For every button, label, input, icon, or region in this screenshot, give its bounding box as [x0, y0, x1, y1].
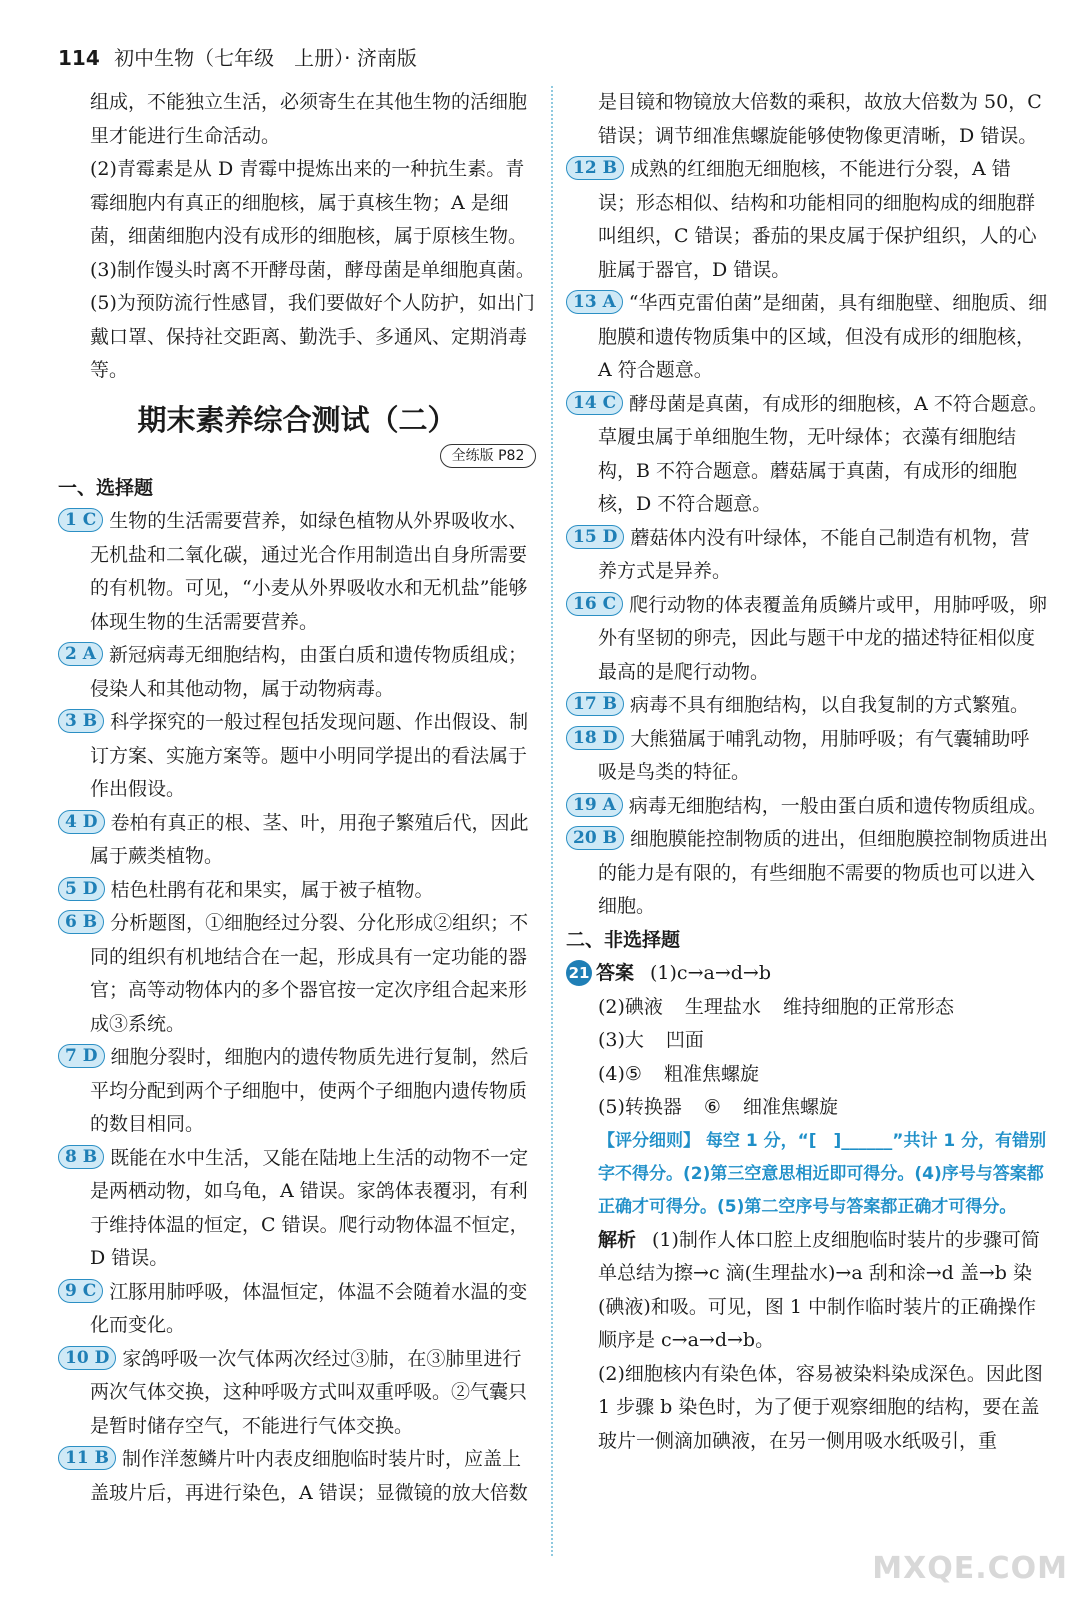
answer-line: (1)c→a→d→b	[650, 962, 771, 984]
explanation-text: 卷柏有真正的根、茎、叶，用孢子繁殖后代，因此属于蕨类植物。	[90, 811, 529, 867]
explanation-text: 桔色杜鹃有花和果实，属于被子植物。	[110, 878, 434, 901]
answer-blank: 凹面	[665, 1029, 704, 1051]
explanation-text: 既能在水中生活，又能在陆地上生活的动物不一定是两栖动物，如乌龟，A 错误。家鸽体表覆羽，有利于维持体温的恒定，C 错误。爬行动物体温不恒定，D 错误。	[90, 1146, 529, 1269]
answer-badge: 2 A	[58, 642, 103, 666]
explanation-text: 细胞分裂时，细胞内的遗传物质先进行复制，然后平均分配到两个子细胞中，使两个子细胞内遗传物质的数目相同。	[90, 1046, 529, 1135]
analysis-label: 解析	[598, 1228, 637, 1251]
explanation-text: 科学探究的一般过程包括发现问题、作出假设、制订方案、实施方案等。题中小明同学提出的看法属于作出假设。	[90, 711, 529, 800]
answer-blank: 粗准焦螺旋	[663, 1062, 759, 1085]
answer-badge: 6 B	[58, 910, 104, 934]
question-item	[58, 1041, 536, 1142]
intro-paragraph: 组成，不能独立生活，必须寄生在其他生物的活细胞里才能进行生命活动。	[90, 91, 528, 147]
question-item	[566, 388, 1048, 522]
answer-badge: 17 B	[566, 692, 624, 716]
question-item	[566, 522, 1048, 589]
answer-badge: 20 B	[566, 826, 624, 850]
watermark: MXQE.COM	[872, 1551, 1068, 1586]
answer-line-4	[566, 1058, 1048, 1092]
answer-blank: 生理盐水	[684, 995, 761, 1018]
question-item	[566, 823, 1048, 924]
explanation-text: 病毒无细胞结构，一般由蛋白质和遗传物质组成。	[628, 794, 1047, 817]
answer-badge: 19 A	[566, 793, 623, 817]
page-header	[58, 42, 417, 71]
explanation-text: 细胞膜能控制物质的进出，但细胞膜控制物质进出的能力是有限的，有些细胞不需要的物质也可以进入细胞。	[598, 828, 1048, 917]
answer-badge: 5 D	[58, 877, 105, 901]
left-column	[58, 86, 536, 1510]
explanation-text: 江豚用肺呼吸，体温恒定，体温不会随着水温的变化而变化。	[90, 1280, 528, 1336]
question-item	[566, 689, 1048, 723]
answer-badge: 18 D	[566, 726, 624, 750]
answer-blank: 维持细胞的正常形态	[782, 995, 954, 1018]
explanation-text: 分析题图，①细胞经过分裂、分化形成②组织；不同的组织有机地结合在一起，形成具有一定功能的器官；高等动物体内的多个器官按一定次序组合起来形成③系统。	[90, 912, 529, 1035]
answer-badge: 1 C	[58, 508, 103, 532]
explanation-text: 酵母菌是真菌，有成形的细胞核，A 不符合题意。草履虫属于单细胞生物，无叶绿体；衣藻有细胞结构，B 不符合题意。蘑菇属于真菌，有成形的细胞核，D 不符合题意。	[598, 392, 1048, 515]
analysis-text: (1)制作人体口腔上皮细胞临时装片的步骤可简单总结为擦→c 滴(生理盐水)→a 刮和涂→d 盖→b 染(碘液)和吸。可见，图 1 中制作临时装片的正确操作顺序是 c→a→d→b。	[598, 1228, 1040, 1351]
answer-blank: (4)⑤	[598, 1062, 642, 1085]
answer-blank: ⑥	[703, 1096, 721, 1118]
section-title: 期末素养综合测试（二）	[137, 402, 457, 437]
question-number-badge: 21	[566, 960, 592, 986]
question-item	[58, 874, 536, 908]
question-item	[58, 639, 536, 706]
right-column	[566, 86, 1048, 1458]
answer-badge: 15 D	[566, 525, 624, 549]
answer-badge: 13 A	[566, 290, 623, 314]
reference-tag: 全练版 P82	[440, 444, 536, 468]
question-item	[566, 723, 1048, 790]
analysis-paragraph: (2)细胞核内有染色体，容易被染料染成深色。因此图 1 步骤 b 染色时，为了便于观察细胞的结构，要在盖玻片一侧滴加碘液，在另一侧用吸水纸吸引，重	[598, 1362, 1043, 1452]
question-item	[566, 153, 1048, 287]
answer-badge: 16 C	[566, 592, 623, 616]
answer-blank: 细准焦螺旋	[742, 1096, 838, 1118]
continued-paragraph: 是目镜和物镜放大倍数的乘积，故放大倍数为 50，C 错误；调节细准焦螺旋能够使物像更清晰，D 错误。	[598, 91, 1042, 147]
explanation-text: 爬行动物的体表覆盖角质鳞片或甲，用肺呼吸，卵外有坚韧的卵壳，因此与题干中龙的描述特征相似度最高的是爬行动物。	[598, 593, 1048, 683]
question-item	[58, 807, 536, 874]
question-item	[566, 287, 1048, 388]
answer-blank: (3)大	[598, 1029, 644, 1051]
answer-badge: 8 B	[58, 1145, 104, 1169]
explanation-text: 制作洋葱鳞片叶内表皮细胞临时装片时，应盖上盖玻片后，再进行染色，A 错误；显微镜的放大倍数	[90, 1448, 528, 1504]
answer-badge: 12 B	[566, 156, 624, 180]
explanation-text: “华西克雷伯菌”是细菌，具有细胞壁、细胞质、细胞膜和遗传物质集中的区域，但没有成形的细胞核，A 符合题意。	[598, 292, 1048, 381]
answer-blank: (5)转换器	[598, 1096, 682, 1118]
section-heading-nonchoice: 二、非选择题	[566, 928, 681, 951]
question-item	[566, 589, 1048, 690]
answer-line-2	[566, 991, 1048, 1025]
analysis-paragraph	[566, 1224, 1048, 1358]
explanation-text: 家鸽呼吸一次气体两次经过③肺，在③肺里进行两次气体交换，这种呼吸方式叫双重呼吸。②气囊只是暂时储存空气，不能进行气体交换。	[90, 1347, 528, 1437]
question-item	[58, 1343, 536, 1444]
column-divider	[551, 86, 553, 1556]
question-item	[58, 505, 536, 639]
question-item	[58, 1276, 536, 1343]
page-number: 114	[58, 46, 100, 70]
answer-badge: 10 D	[58, 1346, 116, 1370]
intro-paragraph: (2)青霉素是从 D 青霉中提炼出来的一种抗生素。青霉细胞内有真正的细胞核，属于真核生物；A 是细菌，细菌细胞内没有成形的细胞核，属于原核生物。	[90, 158, 528, 247]
question-item	[58, 706, 536, 807]
explanation-text: 成熟的红细胞无细胞核，不能进行分裂，A 错误；形态相似、结构和功能相同的细胞构成的细胞群叫组织，C 错误；番茄的果皮属于保护组织，人的心脏属于器官，D 错误。	[598, 158, 1037, 281]
scoring-rules: 【评分细则】 每空 1 分，“[ ]______”共计 1 分，有错别字不得分。(2)第三空意思相近即可得分。(4)序号与答案都正确才可得分。(5)第二空序号与答案都正确才可得分。	[598, 1130, 1047, 1217]
answer-label: 答案	[596, 962, 635, 984]
section-heading-choice: 一、选择题	[58, 476, 154, 499]
explanation-text: 新冠病毒无细胞结构，由蛋白质和遗传物质组成；侵染人和其他动物，属于动物病毒。	[90, 644, 527, 700]
answer-badge: 11 B	[58, 1446, 116, 1470]
intro-paragraph: (5)为预防流行性感冒，我们要做好个人防护，如出门戴口罩、保持社交距离、勤洗手、多通风、定期消毒等。	[90, 292, 535, 381]
answer-line-5	[566, 1091, 1048, 1125]
answer-badge: 3 B	[58, 709, 104, 733]
answer-badge: 9 C	[58, 1279, 103, 1303]
explanation-text: 大熊猫属于哺乳动物，用肺呼吸；有气囊辅助呼吸是鸟类的特征。	[598, 727, 1030, 783]
question-item	[566, 790, 1048, 824]
answer-line-3	[566, 1024, 1048, 1058]
answer-blank: (2)碘液	[598, 995, 663, 1018]
explanation-text: 病毒不具有细胞结构，以自我复制的方式繁殖。	[629, 694, 1029, 716]
book-title: 初中生物（七年级 上册）· 济南版	[114, 46, 417, 70]
question-item	[58, 1142, 536, 1276]
explanation-text: 生物的生活需要营养，如绿色植物从外界吸收水、无机盐和二氧化碳，通过光合作用制造出自身所需要的有机物。可见，“小麦从外界吸收水和无机盐”能够体现生物的生活需要营养。	[90, 510, 528, 633]
question-item	[58, 907, 536, 1041]
question-21-answer	[566, 957, 1048, 991]
intro-paragraph: (3)制作馒头时离不开酵母菌，酵母菌是单细胞真菌。	[90, 258, 535, 281]
explanation-text: 蘑菇体内没有叶绿体，不能自己制造有机物，营养方式是异养。	[598, 526, 1030, 582]
question-item	[58, 1443, 536, 1510]
answer-badge: 7 D	[58, 1044, 105, 1068]
answer-badge: 4 D	[58, 810, 105, 834]
answer-badge: 14 C	[566, 391, 623, 415]
